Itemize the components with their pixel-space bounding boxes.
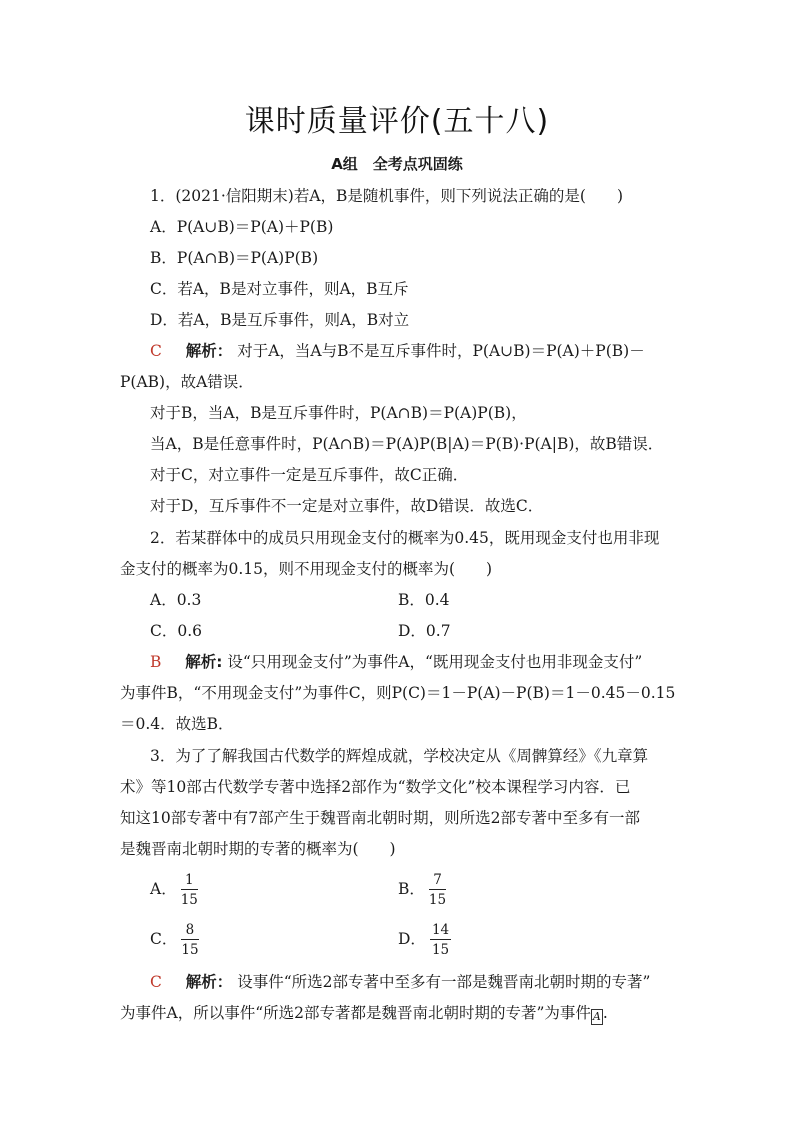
q3-option-d-denominator: 15 [431,942,450,958]
q3-option-a-denominator: 15 [180,892,198,908]
q3-stem-line-1: 3．为了了解我国古代数学的辉煌成就，学校决定从《周髀算经》《九章算 [150,747,649,765]
q2-solution-line-2: 为事件B，“不用现金支付”为事件C，则P(C)＝1－P(A)－P(B)＝1－0.45－0.15 [120,684,676,702]
q1-solution-line-4: 当A，B是任意事件时，P(A∩B)＝P(A)P(B|A)＝P(B)·P(A|B)，故B错误． [150,435,664,453]
q1-answer: C [150,342,162,360]
q2-stem-line-1: 2．若某群体中的成员只用现金支付的概率为0.45，既用现金支付也用非现 [150,529,660,547]
q3-solution-line-2 [120,1003,608,1025]
q2-option-c: C．0.6 [150,622,203,640]
q1-solution-line-5: 对于C，对立事件一定是互斥事件，故C正确． [150,466,469,484]
q1-solution-text-1: 对于A，当A与B不是互斥事件时，P(A∪B)＝P(A)＋P(B)－ [237,342,645,360]
q1-solution-line-1 [150,341,645,361]
q3-option-b-fraction [429,872,446,908]
q3-stem-line-2: 术》等10部古代数学专著中选择2部作为“数学文化”校本课程学习内容．已 [120,778,631,796]
q1-solution-line-3: 对于B，当A，B是互斥事件时，P(A∩B)＝P(A)P(B)， [150,404,527,422]
q3-option-c-denominator: 15 [181,942,199,958]
q2-answer: B [150,653,162,671]
q3-option-d-numerator: 14 [431,922,450,938]
q3-solution-text-1: 设事件“所选2部专著中至多有一部是魏晋南北朝时期的专著” [237,973,651,991]
q3-option-c [150,920,199,958]
q2-solution-line-1 [150,652,642,672]
q1-analysis-label: 解析： [185,342,233,360]
q1-option-d: D．若A，B是互斥事件，则A，B对立 [150,311,410,329]
q1-solution-line-6: 对于D，互斥事件不一定是对立事件，故D错误．故选C． [150,497,544,515]
section-heading: A组 全考点巩固练 [331,155,463,173]
q3-option-a-numerator: 1 [181,872,198,890]
q3-solution-end: . [602,1004,608,1022]
q2-option-d: D．0.7 [398,622,451,640]
q2-solution-text-1: 设“只用现金支付”为事件A，“既用现金支付也用非现金支付” [227,653,643,671]
q2-analysis-label: 解析: [185,653,223,671]
q2-option-a: A．0.3 [150,591,202,609]
q3-option-b-numerator: 7 [429,872,446,890]
q3-option-d-fraction [430,922,451,958]
q1-solution-line-2: P(AB)，故A错误． [120,373,254,391]
q3-option-a-label: A． [150,880,177,898]
q1-stem: 1．(2021·信阳期末)若A，B是随机事件，则下列说法正确的是( ) [150,187,624,205]
q1-option-b: B．P(A∩B)＝P(A)P(B) [150,249,319,267]
q3-option-c-label: C． [150,930,178,948]
q3-option-c-fraction [181,922,198,958]
q3-solution-line-1 [150,972,650,992]
q1-option-a: A．P(A∪B)＝P(A)＋P(B) [150,218,334,236]
q3-option-c-numerator: 8 [181,922,198,940]
page-title: 课时质量评价(五十八) [244,104,550,139]
q3-stem-line-3: 知这10部专著中有7部产生于魏晋南北朝时期，则所选2部专著中至多有一部 [120,809,640,827]
q3-analysis-label: 解析： [185,973,233,991]
q3-option-d [398,920,451,958]
q2-solution-line-3: ＝0.4．故选B． [120,715,234,733]
q3-option-a-fraction [181,872,198,908]
q3-stem-line-4: 是魏晋南北朝时期的专著的概率为( ) [120,840,396,858]
q3-answer: C [150,973,162,991]
q2-option-b: B．0.4 [398,591,450,609]
q3-option-b-denominator: 15 [428,892,447,908]
q1-option-c: C．若A，B是对立事件，则A，B互斥 [150,280,409,298]
q3-option-b [398,870,446,908]
q3-option-d-label: D． [398,930,426,948]
q3-solution-text-2: 为事件A，所以事件“所选2部专著都是魏晋南北朝时期的专著”为事件 [120,1004,591,1022]
q3-option-b-label: B． [398,880,425,898]
complement-event-symbol: A [591,1009,603,1025]
q2-stem-line-2: 金支付的概率为0.15，则不用现金支付的概率为( ) [120,560,493,578]
q3-option-a [150,870,198,908]
